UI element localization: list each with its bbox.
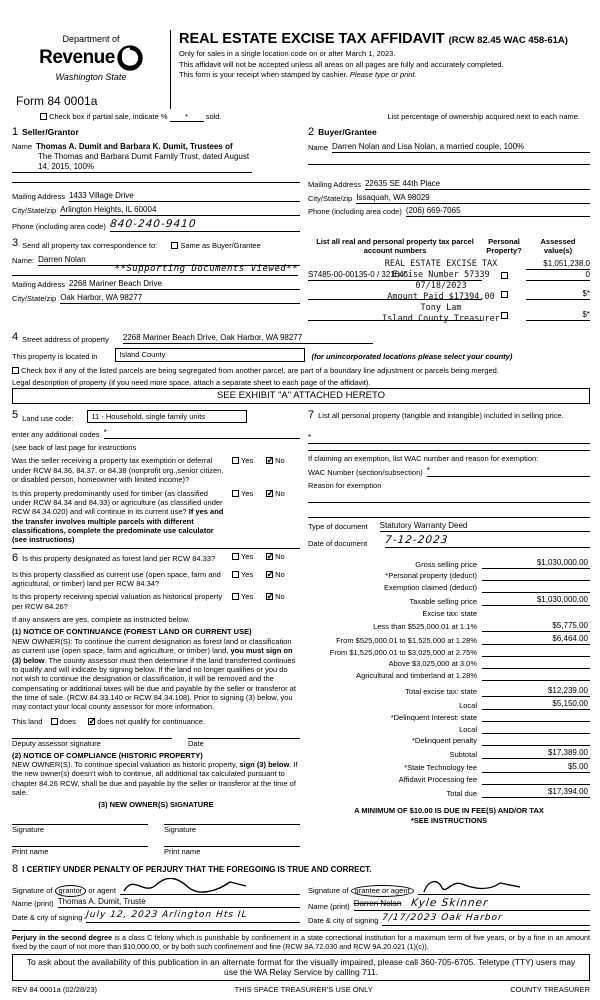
buyer-mailing-input[interactable]: 22635 SE 44th Place: [365, 179, 590, 190]
historical-question: Is this property receiving special valuation as historical property per RCW 84.26? Yes ✓ No: [12, 592, 300, 611]
assessed-value-header: Assessed value(s): [540, 236, 576, 256]
q6b-no-checkbox[interactable]: [266, 571, 273, 578]
exemption-note: If claiming an exemption, list WAC number and reason for exemption:: [308, 454, 539, 463]
form-number: Form 84 0001a: [16, 93, 98, 108]
total-excise-local-value[interactable]: $5,150.00: [482, 699, 590, 710]
deputy-assessor-signature-label: Deputy assessor signature: [12, 739, 101, 749]
reason-exemption-input[interactable]: [308, 491, 590, 503]
grantor-signing-block: Signature of grantor or agent Name (print) Thomas A. Dumit, Truste Date & city of signing July 12, 2023 Arlington Hts IL: [12, 878, 300, 925]
parcel-1-assessed-value[interactable]: $1,051,238.0: [526, 259, 590, 270]
correspondence-city-input[interactable]: Oak Harbor, WA 98277: [60, 293, 300, 304]
partial-sale-row: [40, 112, 590, 122]
buyer-heading: Buyer/Grantee: [318, 126, 377, 137]
rev-number: REV 84 0001a (02/28/23): [12, 984, 98, 994]
tier1-tax-value[interactable]: $5,775.00: [482, 621, 590, 632]
agricultural-tax-value[interactable]: [482, 672, 590, 681]
revenue-swirl-icon: [117, 45, 143, 71]
document-date-input[interactable]: 7-12-2023: [385, 534, 590, 548]
county-treasurer-label: COUNTY TREASURER: [510, 984, 590, 994]
see-instructions-note: *SEE INSTRUCTIONS: [410, 815, 488, 825]
grantee-name-handwritten: Kyle Skinner: [410, 897, 490, 910]
q6c-no-checkbox[interactable]: [266, 593, 273, 600]
section-1-seller: 1 Seller/Grantor Name Thomas A. Dumit and Barbara K. Dumit, Trustees of The Thomas and Barbara Dumit Family Trust, dated August 14, 2015, 100% Mailing Address 1433 Village Drive City/State/zip Arlington Heights, IL 60004 Phone (including area code) 840-240-9410: [12, 126, 300, 232]
dor-state-line: Washington State: [55, 72, 127, 83]
form-title: REAL ESTATE EXCISE TAX AFFIDAVIT (RCW 82.45 WAC 458-61A): [179, 31, 568, 47]
new-owners-signature-title: (3) NEW OWNER(S) SIGNATURE: [98, 800, 214, 810]
gross-selling-price-value[interactable]: $1,030,000.00: [482, 558, 590, 569]
seller-name-line3: 14, 2015, 100%: [12, 162, 252, 173]
taxable-selling-price-value[interactable]: $1,030,000.00: [482, 595, 590, 606]
county-note: (for unincorporated locations please select your county): [311, 352, 513, 362]
buyer-phone-input[interactable]: (206) 669-7065: [406, 206, 590, 217]
total-due-value[interactable]: $17,394.00: [482, 787, 590, 798]
seller-name-line2: The Thomas and Barbara Dumit Family Trust, dated August: [38, 151, 250, 161]
land-does-checkbox[interactable]: [51, 718, 58, 725]
q5b-yes-checkbox[interactable]: [232, 490, 239, 497]
instructions-note: (see back of last page for instructions: [12, 443, 137, 452]
tier4-tax-value[interactable]: [482, 660, 590, 669]
tier3-tax-value[interactable]: [482, 648, 590, 657]
buyer-name-label: Name: [308, 143, 329, 153]
grantee-signature-label: Signature of grantee or agent: [308, 886, 418, 895]
exemption-claimed-value[interactable]: [482, 584, 590, 593]
notice-compliance-title: (2) NOTICE OF COMPLIANCE (HISTORIC PROPERTY): [12, 750, 203, 760]
delinquent-interest-local-value[interactable]: [482, 725, 590, 734]
deputy-date-input[interactable]: [188, 738, 300, 739]
seller-exemption-question: Was the seller receiving a property tax exemption or deferral under RCW 84.36, 84.37, or 84.38 (nonprofit org.,senior citizen, or disabled person, homeowner with limited income)? Yes ✓ No: [12, 456, 300, 484]
grantor-signature: [120, 878, 250, 894]
treasurer-stamp: REAL ESTATE EXCISE TAX Excise Number 57339 07/18/2023 Amount Paid $17394.00 Tony Lam Island County Treasurer: [382, 258, 500, 324]
subtotal-value[interactable]: $17,389.00: [482, 748, 590, 759]
notice-compliance-body: NEW OWNER(S). To continue special valuation as historic property, sign (3) below. If the new owner(s) doesn't wish to continue, all additional tax calculated pursuant to chapter 84.26 RCW, shall be due and payable by the seller or transferor at the time of sale.: [12, 759, 298, 797]
grantee-signature: [418, 878, 528, 894]
grantee-name-struck: Darren Nolan: [353, 899, 402, 909]
forest-land-question: 6 Is this property designated as forest land per RCW 84.33? Yes ✓ No: [12, 552, 300, 566]
section-2-buyer: 2 Buyer/Grantee Name Darren Nolan and Lisa Nolan, a married couple, 100% Mailing Address 22635 SE 44th Place City/State/zip Issaquah, WA 98029 Phone (including area code) (206) 669-7065: [308, 126, 590, 232]
notice-continuance-body: NEW OWNER(S): To continue the current designation as forest land or classification as current use (open space, farm and agriculture, or timber) land, you must sign on (3) below. The county assessor must then determine if the land transferred continues to qualify and will indicate by signing below. If the land no longer qualifies or you do not wish to continue the designation or classification, it will be removed and the compensating or additional taxes will be due and payable by the seller or transferor at the time of sale. (RCW 84.33.140 or RCW 84.34.108). Prior to signing (3) below, you may contact your local county assessor for more information.: [12, 636, 296, 712]
seller-name-line1: Thomas A. Dumit and Barbara K. Dumit, Trustees of: [36, 141, 233, 151]
land-use-code-select[interactable]: 11 - Household, single family units: [87, 410, 247, 423]
grantee-print-name[interactable]: [354, 897, 590, 911]
grantor-signature-field[interactable]: [120, 878, 300, 895]
segregated-note: Check box if any of the listed parcels are being segregated from another parcel, are part of a boundary line adjustment or parcels being merged.: [21, 365, 499, 375]
seller-mailing-input[interactable]: 1433 Village Drive: [69, 191, 300, 202]
answers-yes-note: If any answers are yes, complete as instructed below.: [12, 615, 190, 624]
q5b-no-checkbox[interactable]: [266, 490, 273, 497]
parcel-number-input[interactable]: S7485-00-00135-0 / 321645: [308, 270, 482, 281]
partial-sale-percent-input[interactable]: *: [170, 112, 204, 122]
correspondence-name-input[interactable]: Darren Nolan: [38, 255, 300, 266]
buyer-name-input[interactable]: Darren Nolan and Lisa Nolan, a married couple, 100%: [332, 142, 590, 153]
legal-description-value[interactable]: SEE EXHIBIT "A" ATTACHED HERETO: [12, 388, 590, 404]
wac-number-input[interactable]: *: [427, 466, 590, 477]
dor-dept-line: Department of: [62, 34, 120, 44]
legal-description-label: Legal description of property (if you need more space, attach a separate sheet to each page of the affidavit).: [12, 378, 371, 387]
seller-heading: Seller/Grantor: [22, 126, 79, 137]
grantee-date-city-field[interactable]: 7/17/2023 Oak Harbor: [382, 913, 590, 925]
delinquent-penalty-value[interactable]: [482, 737, 590, 746]
grantor-signature-label: Signature of grantor or agent: [12, 885, 116, 895]
q6b-yes-checkbox[interactable]: [232, 571, 239, 578]
certification-statement: I CERTIFY UNDER PENALTY OF PERJURY THAT THE FOREGOING IS TRUE AND CORRECT.: [22, 864, 372, 874]
minimum-fee-note: A MINIMUM OF $10.00 IS DUE IN FEE(S) AND/OR TAX: [354, 806, 544, 816]
form-title-rcw: (RCW 82.45 WAC 458-61A): [448, 35, 568, 46]
type-or-print-note: Please type or print.: [349, 69, 417, 79]
document-info: Type of document Statutory Warranty Deed Date of document 7-12-2023: [308, 521, 590, 548]
current-use-question: Is this property classified as current use (open space, farm and agricultural, or timber) land per RCW 84.34? Yes ✓ No: [12, 570, 300, 589]
total-excise-state-value[interactable]: $12,239.00: [482, 686, 590, 697]
property-street-input[interactable]: 2268 Mariner Beach Drive, Oak Harbor, WA 98277: [123, 333, 373, 344]
personal-property-input[interactable]: *: [308, 433, 590, 444]
q6a-yes-checkbox[interactable]: [232, 553, 239, 560]
grantee-signing-block: Signature of grantee or agent Name (print) Darren Nolan Kyle Skinner Date & city of signing 7/17/2023 Oak Harbor: [308, 878, 590, 925]
section-5-land-use: 5 Land use code: 11 - Household, single family units enter any additional codes * (see back of last page for instructions Was the seller receiving a property tax exemption or deferral under RCW 84.36, 84.37, or 84.38 (nonprofit org.,senior citizen, or disabled person, homeowner with limited income)? Yes ✓ No Is this property predominantly used for timber (as classified under RCW 84.34 and 84.33) or agriculture (as classified under RCW 84.34.020) and will continue in its current use? If yes and the transfer involves multiple parcels with different classifications, complete the predominate use calculator (see instructions) Yes ✓ No: [12, 409, 300, 545]
supporting-documents-stamp: **Supporting Documents Viewed**: [12, 264, 298, 276]
seller-phone-input[interactable]: 840-240-9410: [110, 218, 300, 232]
seller-name-label: Name: [12, 142, 33, 152]
segregated-checkbox[interactable]: [12, 367, 19, 374]
parcel-3-assessed-value[interactable]: $*: [526, 310, 590, 321]
buyer-name-extra-line[interactable]: [308, 153, 590, 165]
personal-property-header: Personal Property?: [486, 236, 522, 256]
dor-logo: [12, 30, 170, 109]
notice-continuance-title: (1) NOTICE OF CONTINUANCE (FOREST LAND OR CURRENT USE): [12, 627, 252, 637]
buyer-city-input[interactable]: Issaquah, WA 98029: [356, 193, 590, 204]
title-block: [170, 30, 590, 109]
same-as-buyer-checkbox[interactable]: [171, 242, 178, 249]
grantor-print-name[interactable]: Thomas A. Dumit, Truste: [58, 897, 300, 908]
seller-name-extra-line[interactable]: [12, 173, 300, 183]
perjury-note: Perjury in the second degree is a class C felony which is punishable by confinement in a state correctional institution for a maximum term of five years, or by a fine in an amount fixed by the court of not more than $10,000.00, or by both such confinement and fine (RCW 9A.72.030 and RCW 9A.20.021 (1)(c)).: [12, 930, 590, 951]
parcel-2-assessed-value[interactable]: $*: [526, 289, 590, 300]
q6a-no-checkbox[interactable]: [266, 553, 273, 560]
header-note-3: This form is your receipt when stamped by cashier. Please type or print.: [179, 69, 417, 79]
document-type-input[interactable]: Statutory Warranty Deed: [380, 521, 590, 532]
section-8-certification: 8 I CERTIFY UNDER PENALTY OF PERJURY THAT THE FOREGOING IS TRUE AND CORRECT. Signature of grantor or agent Name (print) Thomas A. Dumit, Truste Date & city of signing July 12, 2023 Arlington Hts IL Signature of grantee or agent Name (print) Darren Nolan Kyle Skinner Date & city of signing 7/17/2023 Oak Harbor: [12, 863, 590, 926]
timber-question: Is this property predominantly used for timber (as classified under RCW 84.34 and 84.33) or agriculture (as classified under RCW 84.34.020) and will continue in its current use? If yes and the transfer involves multiple parcels with different classifications, complete the predominate use calculator (see instructions) Yes ✓ No: [12, 489, 300, 545]
parcel-numbers-header: List all real and personal property tax parcel account numbers: [316, 236, 474, 256]
header: [12, 30, 590, 109]
page-footer: [12, 985, 590, 994]
grantor-date-city-field[interactable]: July 12, 2023 Arlington Hts IL: [86, 910, 300, 922]
grantee-signature-field[interactable]: [418, 878, 590, 895]
partial-sale-checkbox[interactable]: [40, 113, 47, 120]
tier2-tax-value[interactable]: $6,464.00: [482, 634, 590, 645]
q5a-no-checkbox[interactable]: [266, 457, 273, 464]
tty-note: To ask about the availability of this publication in an alternate format for the visually impaired, please call 360-705-6705. Teletype (TTY) users may use the WA Relay Service by calling 711.: [12, 954, 590, 981]
section-6-designations: 6 Is this property designated as forest land per RCW 84.33? Yes ✓ No Is this property classified as current use (open space, farm and agricultural, or timber) land per RCW 84.34? Yes ✓ No Is this property receiving special valuation as historical property per RCW 84.26? Yes ✓ No If any answers are yes, complete as instructed below. (1) NOTICE OF CONTINUANCE (FOREST LAND OR CURRENT USE) NEW OWNER(S): To continue the current designation as forest land or classification as current use (open space, farm and agriculture, or timber) land, you must sign on (3) below. The county assessor must then determine if the land transferred continues to qualify and will indicate by signing below. If the land no longer qualifies or you do not wish to continue the designation or classification, it will be removed and the compensating or additional taxes will be due and payable by the seller or transferor at the time of sale. (RCW 84.33.140 or RCW 84.34.108). Prior to signing (3) below, you may contact your local county assessor for more information. This land does ✓ does not qualify for continuance. Deputy assessor signature Date (2) NOTICE OF COMPLIANCE (HISTORIC PROPERTY) NEW OWNER(S). To continue special valuation as historic property, sign (3) below. If the new owner(s) doesn't wish to continue, all additional tax calculated pursuant to chapter 84.26 RCW, shall be due and payable by the seller or transferor at the time of sale. (3) NEW OWNER(S) SIGNATURE Signature Signature Print name Print name: [12, 552, 300, 857]
excise-tax-state-header: [482, 609, 590, 618]
reason-exemption-label: Reason for exemption: [308, 481, 382, 491]
county-select[interactable]: Island County: [115, 348, 305, 361]
partial-sale-left: Check box if partial sale, indicate % * sold.: [40, 112, 222, 122]
continuance-qualify-row: This land does ✓ does not qualify for continuance.: [12, 717, 300, 726]
header-note-1: Only for sales in a single location code on or after March 1, 2023.: [179, 49, 396, 59]
parcel-1-assessed-value-wrap: 0: [526, 270, 590, 281]
section-7-personal-property: 7 List all personal property (tangible and intangible) included in selling price. * If claiming an exemption, list WAC number and reason for exemption: WAC Number (section/subsection) * Reason for exemption: [308, 409, 590, 503]
affidavit-processing-fee-value[interactable]: [482, 776, 590, 785]
deputy-date-label: Date: [188, 739, 204, 749]
section-4-property: 4 Street address of property 2268 Mariner Beach Drive, Oak Harbor, WA 98277 This property is located in Island County (for unincorporated locations please select your county) Check box if any of the listed parcels are being segregated from another parcel, are part of a boundary line adjustment or parcels being merged. Legal description of property (if you need more space, attach a separate sheet to each page of the affidavit). SEE EXHIBIT "A" ATTACHED HERETO: [12, 331, 590, 405]
parcel-table: [308, 236, 590, 324]
personal-property-deduct-value[interactable]: [482, 572, 590, 581]
section-3-correspondence: 3 Send all property tax correspondence to: Same as Buyer/Grantee Name: Darren Nolan **Supporting Documents Viewed** Mailing Address 2268 Mariner Beach Drive City/State/zip Oak Harbor, WA 98277: [12, 236, 298, 304]
tax-computation: Gross selling price $1,030,000.00 *Personal property (deduct) Exemption claimed (deduct) Taxable selling price $1,030,000.00 Excise tax: state Less than $525,000.01 at 1.1% $5,775.00 From $525,000.01 to $1,525,000 at 1.28% $6,464.00 From $1,525,000.01 to $3,025,000 at 2.75% Above $3,025,000 at 3.0% Agricultural and timberland at 1.28% Total excise tax: state $12,239.00 Local $5,150.00 *Delinquent Interest: state Local *Delinquent penalty Subtotal $17,389.00 *State Technology fee $5.00 Affidavit Processing fee Total due $17,394.00: [329, 557, 588, 798]
treasurer-use-note: THIS SPACE TREASURER'S USE ONLY: [234, 984, 373, 994]
correspondence-mailing-input[interactable]: 2268 Mariner Beach Drive: [69, 279, 300, 290]
dor-revenue-wordmark: Revenue: [39, 47, 115, 69]
q5a-yes-checkbox[interactable]: [232, 457, 239, 464]
delinquent-interest-state-value[interactable]: [482, 713, 590, 722]
q6c-yes-checkbox[interactable]: [232, 593, 239, 600]
state-technology-fee-value[interactable]: $5.00: [482, 762, 590, 773]
additional-codes-input[interactable]: *: [104, 428, 300, 439]
same-as-buyer-label: Same as Buyer/Grantee: [180, 241, 261, 251]
land-does-not-checkbox[interactable]: [88, 718, 95, 725]
header-note-2: This affidavit will not be accepted unless all areas on all pages are fully and accurately completed.: [179, 59, 504, 69]
seller-city-input[interactable]: Arlington Heights, IL 60004: [60, 205, 300, 216]
ownership-note: List percentage of ownership acquired next to each name.: [387, 111, 580, 121]
